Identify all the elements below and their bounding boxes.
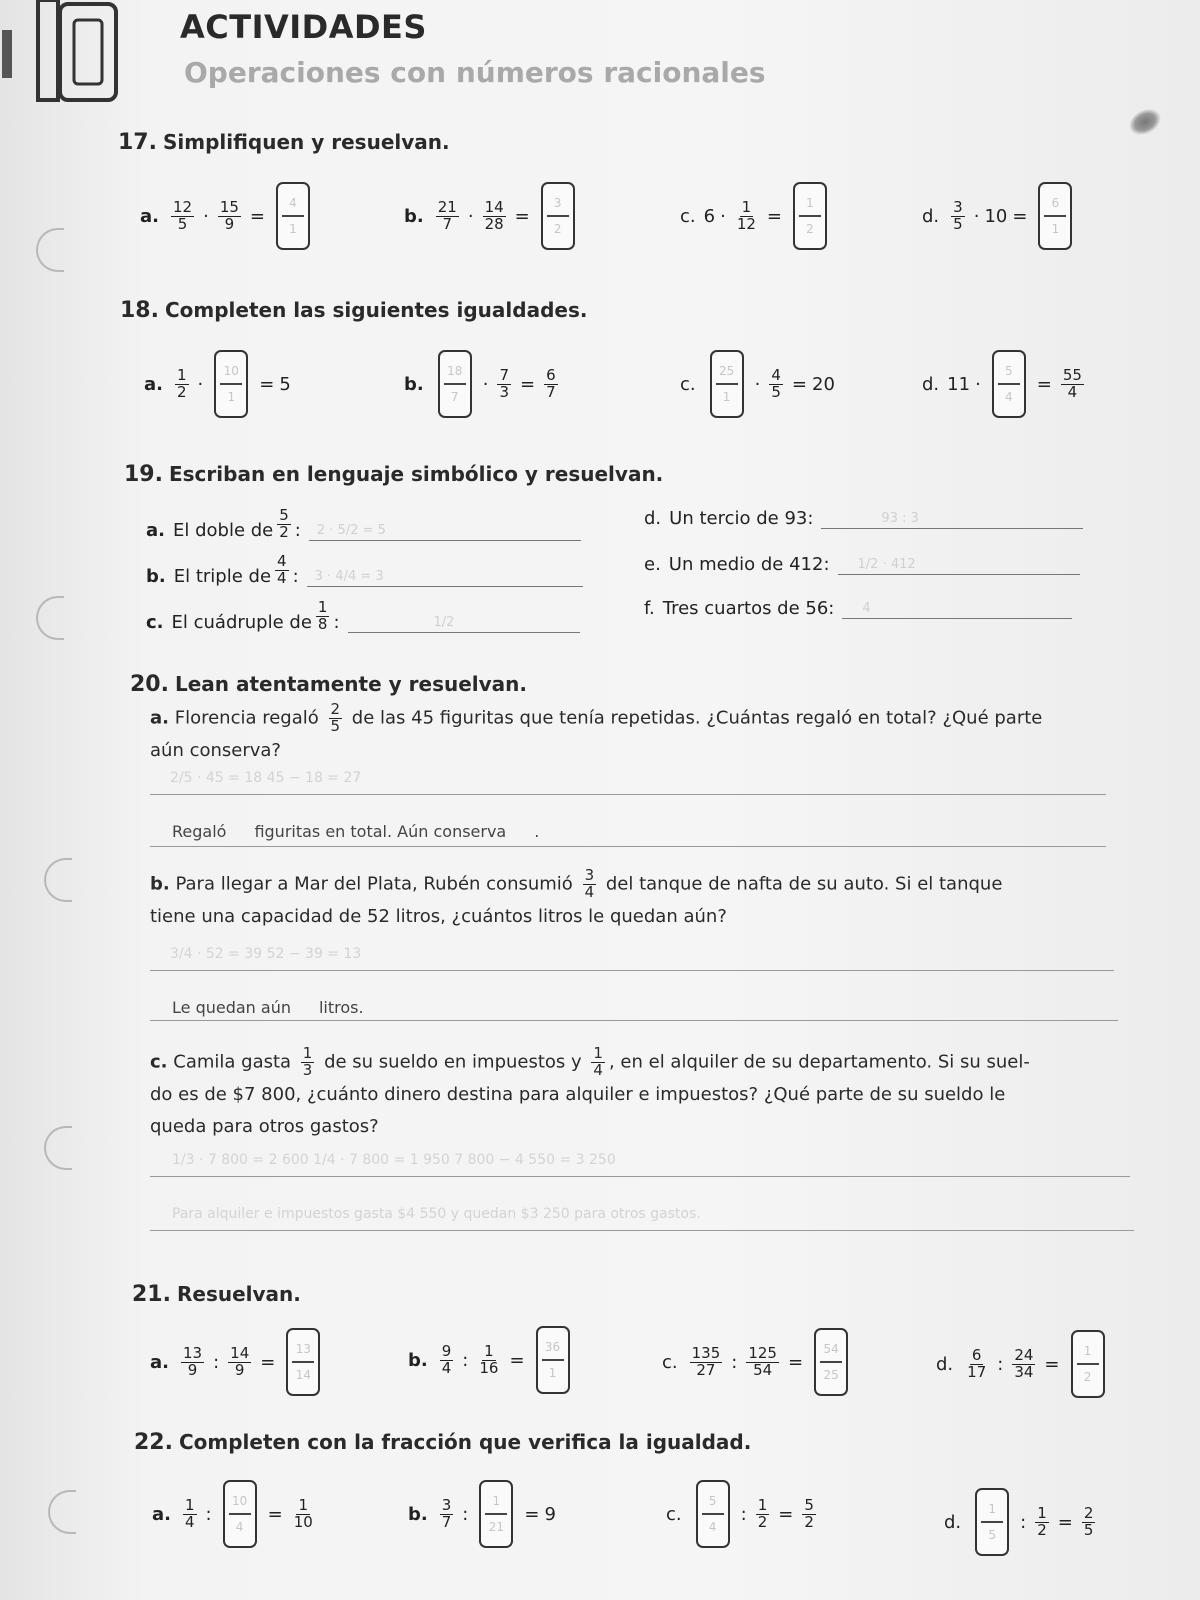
- ex22-item-d: d. 1 5 : $\frac{1}{2}$ = $\frac{2}{5}$: [944, 1488, 1099, 1556]
- answer-line[interactable]: [150, 1020, 1118, 1021]
- answer-line[interactable]: 3 · 4/4 = 3: [307, 564, 583, 587]
- ex20-c-work-answer: Para alquiler e impuestos gasta $4 550 y quedan $3 250 para otros gastos.: [172, 1206, 701, 1222]
- answer-line[interactable]: [150, 1230, 1134, 1231]
- exercise-17-title: 17. Simplifiquen y resuelvan.: [118, 130, 450, 155]
- ex20-b-work: 3/4 · 52 = 39 52 − 39 = 13: [170, 946, 362, 962]
- answer-box[interactable]: 10 4: [223, 1480, 257, 1548]
- answer-box[interactable]: 13 14: [286, 1328, 320, 1396]
- ex20-c-work: 1/3 · 7 800 = 2 600 1/4 · 7 800 = 1 950 7 800 − 4 550 = 3 250: [172, 1152, 616, 1168]
- ex21-item-a: a. $\frac{13}{9}$ : $\frac{14}{9}$ = 13 14: [150, 1328, 326, 1396]
- exercise-19-title: 19. Escriban en lenguaje simbólico y resuelvan.: [124, 462, 664, 487]
- answer-box[interactable]: 5 4: [696, 1480, 730, 1548]
- ex19-item-e: e. Un medio de 412: 1/2 · 412: [644, 552, 1080, 575]
- ex21-item-d: d. $\frac{6}{17}$ : $\frac{24}{34}$ = 1 2: [936, 1330, 1111, 1398]
- answer-box[interactable]: 10 1: [214, 350, 248, 418]
- answer-line[interactable]: 1/2 · 412: [838, 552, 1080, 575]
- answer-line[interactable]: 2 · 5/2 = 5: [309, 518, 581, 541]
- exercise-22-title: 22. Completen con la fracción que verifica la igualdad.: [134, 1430, 752, 1455]
- ex18-item-b: b. 18 7 · $\frac{7}{3}$ = $\frac{6}{7}$: [404, 350, 562, 418]
- page-subtitle: Operaciones con números racionales: [184, 56, 766, 89]
- ex22-item-b: b. $\frac{3}{7}$ : 1 21 = 9: [408, 1480, 556, 1548]
- answer-box[interactable]: 1 5: [975, 1488, 1009, 1556]
- ex18-item-d: d. 11 · 5 4 = $\frac{55}{4}$: [922, 350, 1088, 418]
- answer-box[interactable]: 3 2: [541, 182, 575, 250]
- ex21-item-b: b. $\frac{9}{4}$ : $\frac{1}{16}$ = 36 1: [408, 1326, 576, 1394]
- answer-box[interactable]: 1 21: [479, 1480, 513, 1548]
- page-title: ACTIVIDADES: [180, 8, 427, 46]
- ex22-item-c: c. 5 4 : $\frac{1}{2}$ = $\frac{5}{2}$: [666, 1480, 820, 1548]
- ex20-b-text: b. Para llegar a Mar del Plata, Rubén consumió $\frac{3}{4}$ del tanque de nafta de su auto. Si el tanque tiene una capacidad de 52 litros, ¿cuántos litros le quedan aún?: [150, 866, 1003, 927]
- answer-box[interactable]: 1 2: [1071, 1330, 1105, 1398]
- ex20-a-work: 2/5 · 45 = 18 45 − 18 = 27: [170, 770, 362, 786]
- binder-hole: [36, 228, 64, 272]
- chapter-number-10: [2, 0, 120, 104]
- answer-box[interactable]: 4 1: [276, 182, 310, 250]
- answer-box[interactable]: 1 2: [793, 182, 827, 250]
- ex19-item-c: c. El cuádruple de $\frac{1}{8}$ : 1/2: [146, 600, 580, 633]
- binder-hole: [36, 596, 64, 640]
- answer-box[interactable]: 6 1: [1038, 182, 1072, 250]
- exercise-20-title: 20. Lean atentamente y resuelvan.: [130, 672, 527, 697]
- answer-box[interactable]: 36 1: [536, 1326, 570, 1394]
- ex19-item-f: f. Tres cuartos de 56: 4: [644, 596, 1072, 619]
- ex17-item-c: c. 6 · $\frac{1}{12}$ = 1 2: [680, 182, 833, 250]
- ex20-b-answer: Le quedan aún litros.: [172, 998, 364, 1017]
- exercise-18-title: 18. Completen las siguientes igualdades.: [120, 298, 588, 323]
- ex20-a-answer: Regaló figuritas en total. Aún conserva .: [172, 822, 540, 841]
- answer-line[interactable]: [150, 1176, 1130, 1177]
- answer-line[interactable]: [150, 794, 1106, 795]
- ex19-item-a: a. El doble de $\frac{5}{2}$ : 2 · 5/2 = 5: [146, 508, 581, 541]
- ex19-item-d: d. Un tercio de 93: 93 : 3: [644, 506, 1083, 529]
- ex18-item-a: a. $\frac{1}{2}$ · 10 1 = 5: [144, 350, 291, 418]
- exercise-21-title: 21. Resuelvan.: [132, 1282, 301, 1307]
- answer-line[interactable]: 1/2: [348, 610, 580, 633]
- answer-box[interactable]: 25 1: [710, 350, 744, 418]
- ex18-item-c: c. 25 1 · $\frac{4}{5}$ = 20: [680, 350, 835, 418]
- ex19-item-b: b. El triple de $\frac{4}{4}$ : 3 · 4/4 = 3: [146, 554, 583, 587]
- ex17-item-d: d. $\frac{3}{5}$ · 10 = 6 1: [922, 182, 1078, 250]
- ex20-a-text: a. Florencia regaló $\frac{2}{5}$ de las 45 figuritas que tenía repetidas. ¿Cuántas regaló en total? ¿Qué parte aún conserva?: [150, 700, 1043, 761]
- ink-smudge: [1124, 103, 1165, 140]
- ex17-item-b: b. $\frac{21}{7}$ · $\frac{14}{28}$ = 3 2: [404, 182, 581, 250]
- answer-box[interactable]: 54 25: [814, 1328, 848, 1396]
- answer-box[interactable]: 5 4: [992, 350, 1026, 418]
- answer-line[interactable]: [150, 846, 1106, 847]
- binder-hole: [48, 1490, 76, 1534]
- answer-line[interactable]: 4: [842, 596, 1072, 619]
- ex22-item-a: a. $\frac{1}{4}$ : 10 4 = $\frac{1}{10}$: [152, 1480, 319, 1548]
- ex20-c-text: c. Camila gasta $\frac{1}{3}$ de su sueldo en impuestos y $\frac{1}{4}$ , en el alquiler de su departamento. Si su suel- do es de $7 800, ¿cuánto dinero destina para alquiler e impuestos? ¿Qué parte de su sueldo le queda para otros gastos?: [150, 1044, 1030, 1137]
- answer-line[interactable]: 93 : 3: [821, 506, 1083, 529]
- ex21-item-c: c. $\frac{135}{27}$ : $\frac{125}{54}$ = 54 25: [662, 1328, 854, 1396]
- answer-line[interactable]: [150, 970, 1114, 971]
- ex17-item-a: a. $\frac{12}{5}$ · $\frac{15}{9}$ = 4 1: [140, 182, 316, 250]
- binder-hole: [44, 1126, 72, 1170]
- binder-hole: [44, 858, 72, 902]
- answer-box[interactable]: 18 7: [438, 350, 472, 418]
